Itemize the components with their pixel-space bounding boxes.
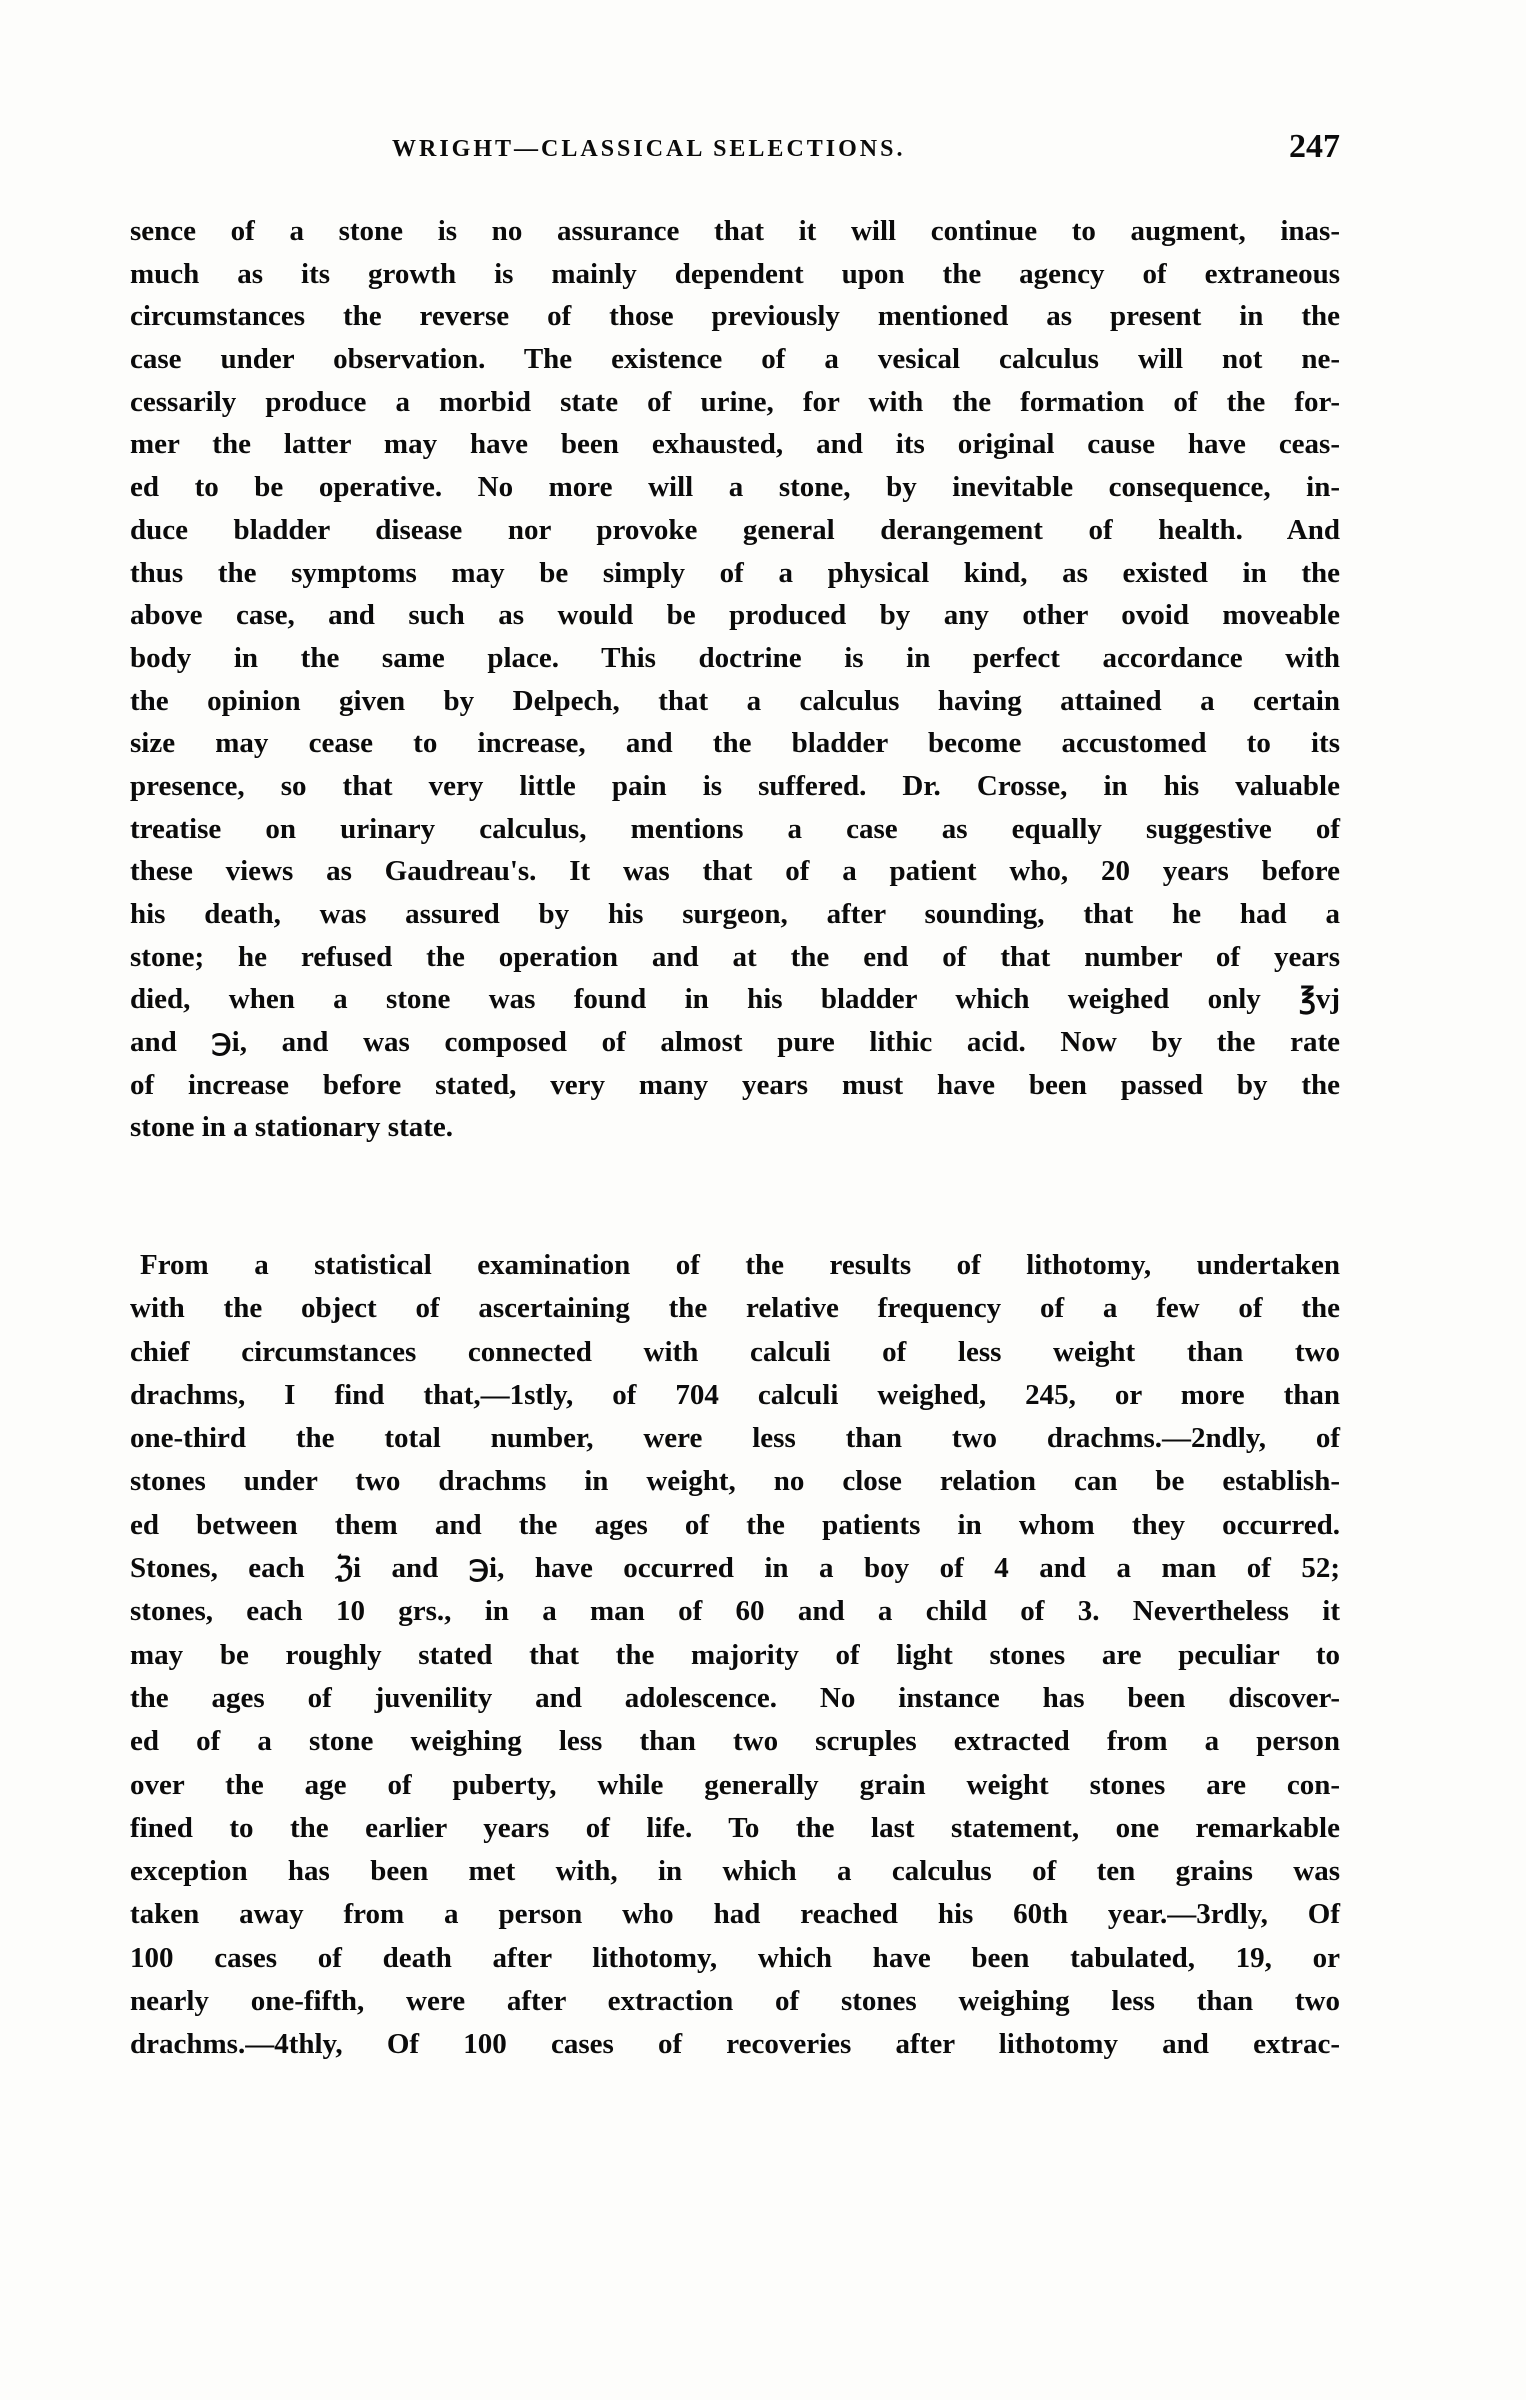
text-line: exception has been met with, in which a calculus of ten grains was — [130, 1855, 1340, 1888]
text-line: of increase before stated, very many years must have been passed by the — [130, 1068, 1340, 1101]
text-line: may be roughly stated that the majority of light stones are peculiar to — [130, 1638, 1340, 1671]
text-line: stones under two drachms in weight, no close relation can be establish- — [130, 1465, 1340, 1498]
paragraph-1 — [130, 210, 1340, 1149]
text-line: and ℈i, and was composed of almost pure lithic acid. Now by the rate — [130, 1026, 1340, 1059]
text-line: drachms.—4thly, Of 100 cases of recoveries after lithotomy and extrac- — [130, 2028, 1340, 2061]
text-line: case under observation. The existence of a vesical calculus will not ne- — [130, 343, 1340, 376]
text-line: treatise on urinary calculus, mentions a case as equally suggestive of — [130, 812, 1340, 845]
running-title: WRIGHT—CLASSICAL SELECTIONS. — [392, 136, 906, 162]
text-line: his death, was assured by his surgeon, after sounding, that he had a — [130, 898, 1340, 930]
text-line: Stones, each ℨi and ℈i, have occurred in a boy of 4 and a man of 52; — [130, 1552, 1340, 1585]
text-line: ed of a stone weighing less than two scruples extracted from a person — [130, 1725, 1340, 1758]
text-line: stone in a stationary state. — [130, 1111, 454, 1144]
text-line: chief circumstances connected with calculi of less weight than two — [130, 1335, 1340, 1368]
running-head — [130, 128, 1340, 176]
text-line: cessarily produce a morbid state of urine, for with the formation of the for- — [130, 385, 1340, 418]
text-line: presence, so that very little pain is suffered. Dr. Crosse, in his valuable — [130, 769, 1340, 802]
text-line: fined to the earlier years of life. To the last statement, one remarkable — [130, 1811, 1340, 1844]
text-line: ed to be operative. No more will a stone, by inevitable consequence, in- — [130, 471, 1340, 504]
text-line: stone; he refused the operation and at the end of that number of years — [130, 940, 1340, 973]
page-number: 247 — [1289, 128, 1340, 165]
text-line: with the object of ascertaining the relative frequency of a few of the — [130, 1292, 1340, 1325]
text-line: ed between them and the ages of the patients in whom they occurred. — [130, 1508, 1340, 1541]
text-line: duce bladder disease nor provoke general derangement of health. And — [130, 513, 1340, 546]
text-line: taken away from a person who had reached his 60th year.—3rdly, Of — [130, 1898, 1340, 1931]
text-line: over the age of puberty, while generally grain weight stones are con- — [130, 1768, 1340, 1801]
text-line: thus the symptoms may be simply of a physical kind, as existed in the — [130, 556, 1340, 589]
text-line: circumstances the reverse of those previously mentioned as present in the — [130, 300, 1340, 333]
text-line: size may cease to increase, and the bladder become accustomed to its — [130, 727, 1340, 760]
text-line: much as its growth is mainly dependent upon the agency of extraneous — [130, 257, 1340, 290]
text-line: one-third the total number, were less than two drachms.—2ndly, of — [130, 1422, 1340, 1455]
text-line: stones, each 10 grs., in a man of 60 and a child of 3. Nevertheless it — [130, 1595, 1340, 1628]
text-line: mer the latter may have been exhausted, and its original cause have ceas- — [130, 428, 1340, 461]
text-line: the opinion given by Delpech, that a calculus having attained a certain — [130, 684, 1340, 717]
text-line: died, when a stone was found in his bladder which weighed only ℥vj — [130, 983, 1340, 1016]
text-line: body in the same place. This doctrine is in perfect accordance with — [130, 641, 1340, 674]
paragraph-2 — [130, 1244, 1340, 2067]
text-line: sence of a stone is no assurance that it will continue to augment, inas- — [130, 215, 1340, 247]
text-line: the ages of juvenility and adolescence. No instance has been discover- — [130, 1681, 1340, 1714]
text-line: drachms, I find that,—1stly, of 704 calculi weighed, 245, or more than — [130, 1378, 1340, 1411]
text-line: From a statistical examination of the results of lithotomy, undertaken — [140, 1249, 1340, 1281]
text-line: 100 cases of death after lithotomy, which have been tabulated, 19, or — [130, 1941, 1340, 1974]
text-line: above case, and such as would be produced by any other ovoid moveable — [130, 599, 1340, 632]
text-line: nearly one-fifth, were after extraction of stones weighing less than two — [130, 1985, 1340, 2018]
text-line: these views as Gaudreau's. It was that of a patient who, 20 years before — [130, 855, 1340, 888]
